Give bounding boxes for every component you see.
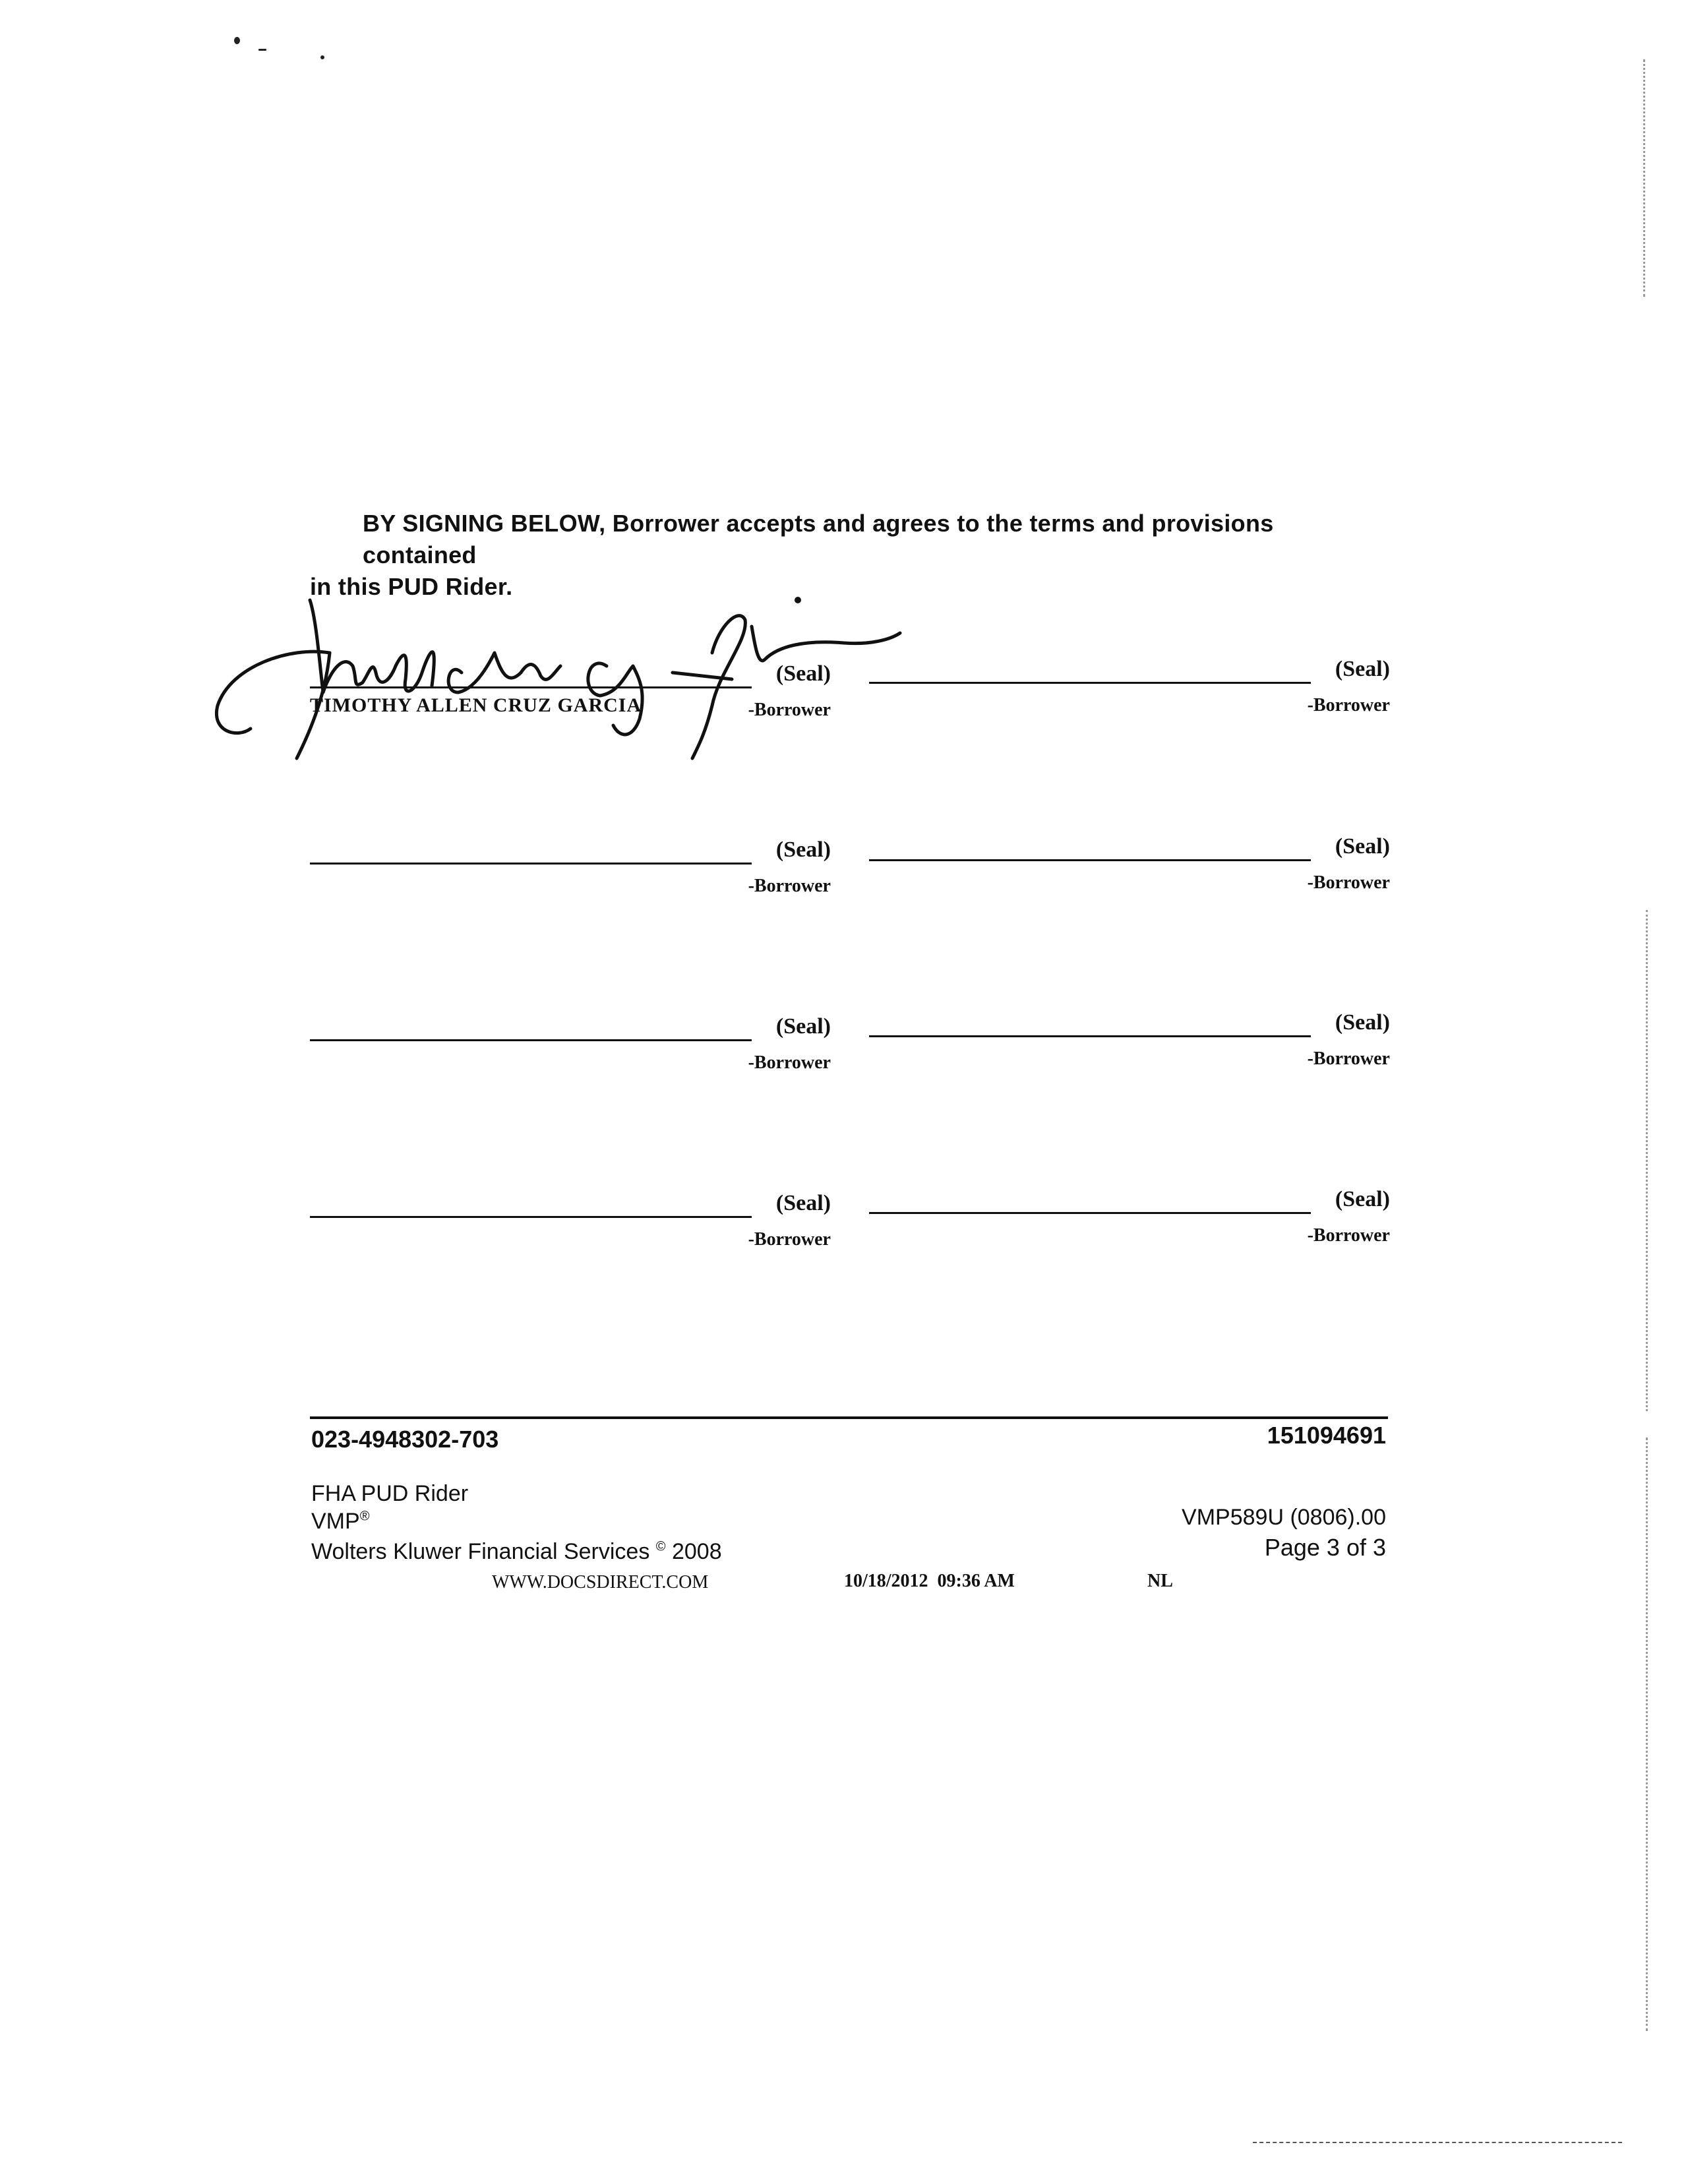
signature-block-4 (869, 834, 1390, 907)
signature-line (310, 1039, 752, 1041)
borrower-role-label: -Borrower (1307, 695, 1390, 715)
borrower-role-label: -Borrower (1307, 1225, 1390, 1246)
borrower-role-label: -Borrower (748, 876, 831, 896)
page-indicator: Page 3 of 3 (1264, 1534, 1386, 1561)
publisher-name: Wolters Kluwer Financial Services (311, 1539, 650, 1564)
copyright-year: 2008 (671, 1539, 722, 1564)
vmp-label (311, 1509, 369, 1534)
signature-block-7 (310, 1191, 831, 1263)
signature-block-5 (310, 1014, 831, 1087)
signature-block-3 (310, 837, 831, 910)
signing-statement-line2: in this PUD Rider. (310, 573, 513, 600)
borrower-role-label: -Borrower (1307, 1048, 1390, 1069)
footer-rule (310, 1416, 1388, 1419)
seal-label: (Seal) (775, 661, 831, 686)
signature-block-8 (869, 1187, 1390, 1259)
signing-statement-line1: BY SIGNING BELOW, Borrower accepts and agrees to the terms and provisions contained (363, 510, 1274, 568)
form-title: FHA PUD Rider (311, 1481, 469, 1506)
initials: NL (1147, 1571, 1173, 1591)
scan-speck (258, 49, 266, 51)
scan-speck (320, 55, 324, 59)
borrower-role-label: -Borrower (1307, 872, 1390, 893)
form-code: VMP589U (0806).00 (1182, 1505, 1386, 1530)
seal-label: (Seal) (1335, 1187, 1390, 1211)
signature-line (310, 863, 752, 864)
signature-block-6 (869, 1010, 1390, 1083)
borrower-role-label: -Borrower (748, 1052, 831, 1073)
scan-edge-artifact (1643, 59, 1645, 297)
borrower-role-label: -Borrower (748, 700, 831, 720)
registered-mark: ® (359, 1509, 370, 1524)
seal-label: (Seal) (1335, 657, 1390, 681)
signature-line (869, 682, 1311, 684)
borrower-role-label: -Borrower (748, 1229, 831, 1250)
borrower-name: TIMOTHY ALLEN CRUZ GARCIA (310, 694, 642, 716)
seal-label: (Seal) (775, 837, 831, 862)
signature-line (869, 859, 1311, 861)
scan-edge-artifact (1646, 1438, 1648, 2031)
signature-line (869, 1035, 1311, 1037)
scan-speck (234, 37, 240, 44)
scan-edge-artifact (1646, 910, 1648, 1411)
loan-number: 023-4948302-703 (311, 1426, 499, 1453)
seal-label: (Seal) (775, 1014, 831, 1039)
signature-line (310, 686, 752, 688)
print-timestamp: 10/18/2012 09:36 AM (844, 1571, 1015, 1591)
signature-block-1 (310, 661, 831, 734)
signature-line (869, 1212, 1311, 1214)
seal-label: (Seal) (1335, 834, 1390, 859)
scan-edge-artifact (1253, 2142, 1622, 2143)
seal-label: (Seal) (775, 1191, 831, 1215)
website: WWW.DOCSDIRECT.COM (492, 1572, 709, 1592)
vmp-text: VMP (311, 1509, 360, 1534)
document-number: 151094691 (1267, 1422, 1386, 1449)
publisher-line (311, 1539, 722, 1565)
signature-block-2 (869, 657, 1390, 729)
seal-label: (Seal) (1335, 1010, 1390, 1035)
signature-line (310, 1216, 752, 1218)
copyright-mark: © (655, 1539, 666, 1554)
